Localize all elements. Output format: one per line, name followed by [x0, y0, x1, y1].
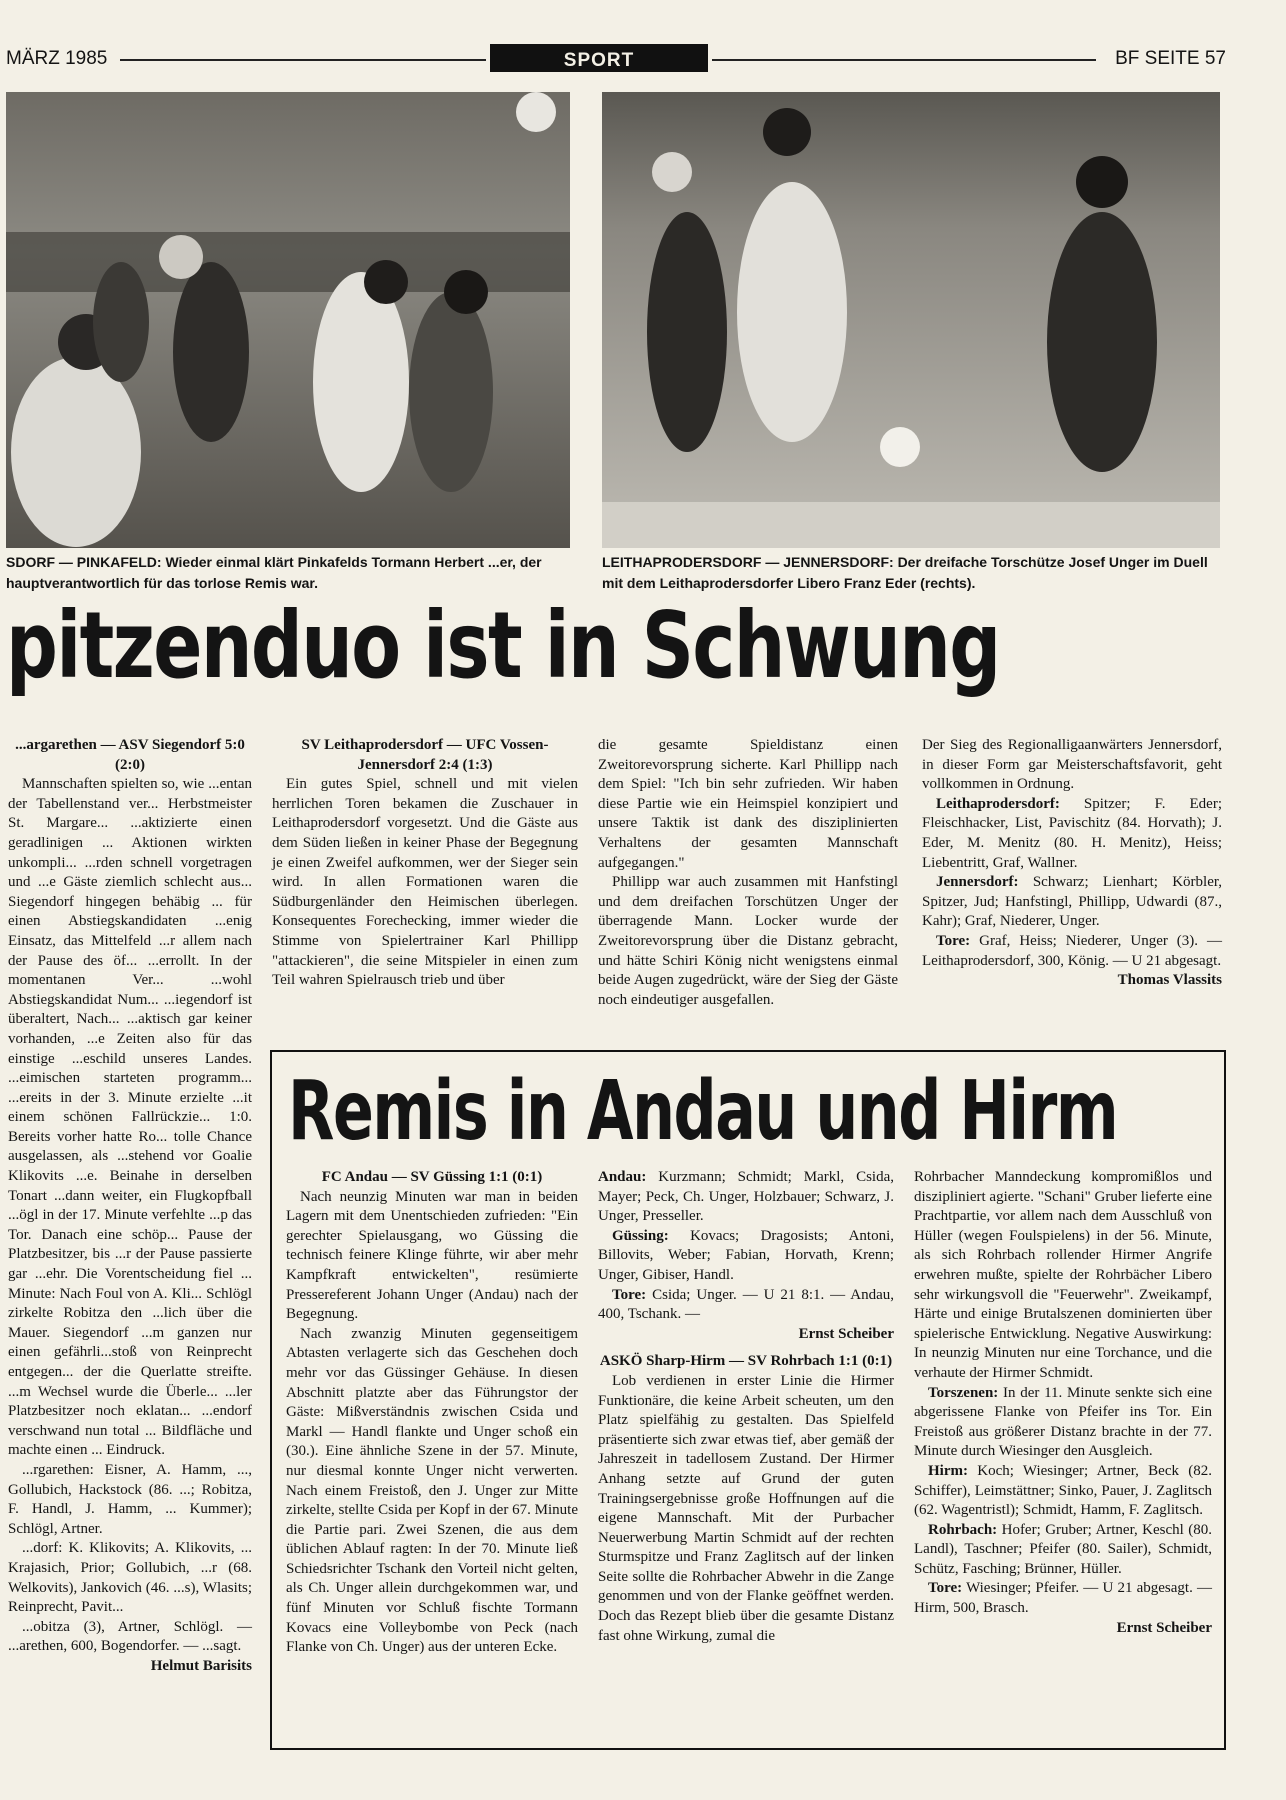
section-label-inline: Torszenen: [928, 1384, 999, 1401]
author: Thomas Vlassits [1117, 972, 1222, 989]
lineup-label: Hirm: [928, 1462, 968, 1479]
photo-left [6, 92, 570, 548]
goals: Csida; Unger. — U 21 8:1. — Andau, 400, Tschank. — [598, 1286, 895, 1323]
goals: Graf, Heiss; Niederer, Unger (3). — Leithaprodersdorf, 300, König. — U 21 abgesagt. [922, 932, 1223, 969]
article-text: Phillipp war auch zusammen mit Hanfstingl und dem dreifachen Torschützen Unger der überragende Mann. Locker wurde der Zweitorevorsprung über die Distanz gebracht, und hätte Schiri König nicht wenigstens einmal beide Augen zugedrückt, wäre der Sieg der Gäste noch eindeutiger ausgefallen. [598, 874, 898, 1008]
article-text: Mannschaften spielten so, wie ...entan der Tabellenstand ver... Herbstmeister St. Margare... ...aktizierte einen geradlinigen ... Aktionen wirkten unkompli... ...rden schnell vorgetragen und ...e Gäste ziemlich schlecht aus... Siegendorf hingegen behäbig ... für einen Abstiegskandidaten ...enig Einsatz, das Mittelfeld ...r allem nach der Pause des öf... ...errollt. In der momentanen Ver... ...wohl Abstiegskandidat Num... ...iegendorf ist überaltert, Nach... ...aktisch gar keiner vorhanden, ...e Zeiten also für das einstige ...eschild unseres Landes. ...eimischen starteten programm... ...ereits in der 3. Minute erzielte ...it einem schönen Fallrückzie... 1:0. Bereits vorher hatte Ro... tolle Chance ausgelassen, als ...stehend vor Goalie Klikovits ...e. Beinahe in derselben Tonart ...dann weiter, ein Flugkopfball ...ögl in der 17. Minute verfehlte ...p das Tor. Danach eine schöp... Pause der Platzbesitzer, bis ...r der Pause passierte gar ...ehr. Die Vorentscheidung fiel ... Minute: Nach Foul von A. Kli... Schlögl zirkelte Robitza den ...lich über die Mauer. Siegendorf ...m ganzen nur einen gefährli...stoß von Reinprecht entgegen... der die Querlatte streifte. ...m Wechsel wurde die Überle... ...ler Platzbesitzer noch eklatan... ...endorf verschwand nun total ... Bildfläche und machte einen ... Eindruck. [8, 776, 252, 1459]
story2-column-2 [598, 1168, 894, 1738]
match-title: ...argarethen — ASV Siegendorf 5:0 (2:0) [15, 737, 245, 773]
lineup: ...dorf: K. Klikovits; A. Klikovits, ... Krajasich, Prior; Gollubich, ...r (68. Welkovits), Jankovich (46. ...s), Wlasits; Reinprecht, Pavit... [8, 1540, 252, 1616]
article-text: Der Sieg des Regionalligaanwärters Jennersdorf, in dieser Form gar Meisterschaftsfavorit, geht vollkommen in Ordnung. [922, 737, 1222, 793]
issue-date: MÄRZ 1985 [6, 48, 108, 69]
lineup-label: Leithaprodersdorf: [936, 795, 1060, 812]
author: Ernst Scheiber [798, 1325, 894, 1342]
headline-story2: Remis in Andau und Hirm [288, 1064, 1118, 1159]
story1-column-3 [598, 736, 898, 1016]
author: Ernst Scheiber [1116, 1619, 1212, 1636]
goals: Wiesinger; Pfeifer. — U 21 abgesagt. — Hirm, 500, Brasch. [914, 1580, 1212, 1617]
lineup-label: Güssing: [612, 1227, 669, 1244]
photo-caption-left: SDORF — PINKAFELD: Wieder einmal klärt Pinkafelds Tormann Herbert ...er, der hauptverantwortlich für das torlose Remis war. [6, 554, 542, 591]
article-text: In der 11. Minute senkte sich eine abgerissene Flanke von Pfeifer ins Tor. Ein Freistoß aus größerer Distanz brachte in der 77. Minute durch Wiesinger den Ausgleich. [914, 1384, 1213, 1460]
lineup-label: Jennersdorf: [936, 874, 1019, 891]
headline-story1: pitzenduo ist in Schwung [6, 592, 1000, 699]
lineup: Kovacs; Dragosists; Antoni, Billovits, Weber; Fabian, Horvath, Krenn; Unger, Gibiser, Handl. [598, 1227, 895, 1283]
lineup: Spitzer; F. Eder; Fleischhacker, List, Pavischitz (84. Horvath); J. Eder, M. Menitz (80. H. Menitz), Heiss; Liebentritt, Graf, Wallner. [922, 795, 1223, 871]
lineup-label: Andau: [598, 1169, 647, 1185]
article-text: Rohrbacher Manndeckung kompromißlos und diszipliniert agierte. "Schani" Gruber lieferte eine Prachtpartie, vor allem nach dem Ausschluß von Hüller (wegen Foulspielens) in der 56. Minute, als sich Rohrbach rollender Hirmer Angrife erwehren mußte, spielte der Rohrbächer Libero sehr wirkungsvoll die "Feuerwehr". Zweikampf, Härte und einige Brutalszenen dominierten über spielerische Entwicklung. Negative Auswirkung: In neunzig Minuten nur eine Torchance, und die verhaute der Hirmer Schmidt. [914, 1169, 1212, 1381]
lineup: ...rgarethen: Eisner, A. Hamm, ..., Gollubich, Hackstock (86. ...; Robitza, F. Handl, J. Hamm, ... Kummer); Schlögl, Artner. [8, 1461, 252, 1537]
article-text: Nach neunzig Minuten war man in beiden Lagern mit dem Unentschieden zufrieden: "Ein gerechter Spielausgang, wo Güssing die technisch feinere Klinge führte, wir aber mehr Kampfkraft entwickelten", resümierte Pressereferent Johann Unger (Andau) nach der Begegnung. [286, 1188, 578, 1323]
author: Helmut Barisits [150, 1657, 252, 1674]
story1-column-4 [922, 736, 1222, 1016]
lineup: Kurzmann; Schmidt; Markl, Csida, Mayer; Peck, Ch. Unger, Holzbauer; Schwarz, J. Unger, Presseller. [598, 1169, 894, 1225]
lineup-label: Rohrbach: [928, 1521, 998, 1538]
story2-column-3 [914, 1168, 1212, 1738]
story2-column-1 [286, 1168, 578, 1738]
article-text: die gesamte Spieldistanz einen Zweitorevorsprung sicherte. Karl Phillipp nach dem Spiel: "Ich bin sehr zufrieden. Wir haben diese Partie wie ein Heimspiel konzipiert und unsere Taktik ist dank des disziplinierten Verhaltens der gesamten Mannschaft aufgegangen." [598, 737, 898, 871]
section-label: SPORT [490, 44, 708, 72]
story1-column-1 [8, 736, 252, 1736]
header-rule [120, 59, 486, 61]
goals-label: Tore: [612, 1286, 647, 1303]
article-text: Lob verdienen in erster Linie die Hirmer Funktionäre, die keine Arbeit scheuten, um den Platz spielfähig zu gestalten. Das Spielfeld präsentierte sich zwar etwas tief, aber gemäß der Jahreszeit in tadellosem Zustand. Der Hirmer Anhang setzte auf Grund der guten Trainingsergebnisse große Hoffnungen auf die eigene Mannschaft. Mit der Purbacher Neuerwerbung Martin Schmidt auf der rechten Sturmspitze und Franz Zaglitsch auf der linken Seite sollte die Rohrbacher Abwehr in die Zange genommen und von der Flanke geöffnet werden. Doch das Rezept blieb über die gesamte Distanz fast ohne Wirkung, zumal die [598, 1372, 894, 1644]
header-rule [712, 59, 1096, 61]
article-text: Nach zwanzig Minuten gegenseitigem Abtasten verlagerte sich das Geschehen doch mehr vor das Güssinger Gehäuse. In diesen Abschnitt platzte aber das Führungstor der Gäste: Mißverständnis zwischen Csida und Markl — Handl flankte und Unger schoß ein (30.). Eine ähnliche Szene in der 57. Minute, nur diesmal konnte Unger nicht verwerten. Nach einem Freistoß, den J. Unger zur Mitte zirkelte, stellte Csida per Kopf in der 67. Minute die Partie pari. Zwei Szenen, die aus dem üblichen Ablauf ragten: In der 70. Minute ließ Schiedsrichter Tschank den Vorteil nicht gelten, als Ch. Unger allein durchgekommen war, und fünf Minuten vor Schluß fischte Tormann Kovacs eine Volleybombe von Peck (nach Flanke von Ch. Unger) aus der unteren Ecke. [286, 1325, 578, 1656]
lineup: Schwarz; Lienhart; Körbler, Spitzer, Jud; Hanfstingl, Phillipp, Udwardi (87., Kahr); Graf, Niederer, Unger. [922, 874, 1223, 930]
match-title: SV Leithaprodersdorf — UFC Vossen-Jennersdorf 2:4 (1:3) [301, 737, 549, 773]
match-title: FC Andau — SV Güssing 1:1 (0:1) [321, 1169, 543, 1185]
photo-right [602, 92, 1220, 548]
article-text: Ein gutes Spiel, schnell und mit vielen herrlichen Toren bekamen die Zuschauer in Leithaprodersdorf vorgesetzt. Und die Gäste aus dem Süden ließen in keiner Phase der Begegnung je einen Zweifel aufkommen, wer der Sieger sein wird. In allen Formationen waren die Südburgenländer den Heimischen überlegen. Konsequentes Forechecking, immer wieder die Stimme von Spielertrainer Karl Phillipp "attackieren", die seine Mitspieler in einen zum Teil wahren Spielrausch trieb und über [272, 776, 578, 989]
story2-box [270, 1050, 1226, 1750]
football-scene-image [6, 92, 570, 548]
photo-caption-right: LEITHAPRODERSDORF — JENNERSDORF: Der dreifache Torschütze Josef Unger im Duell mit dem Leithaprodersdorfer Libero Franz Eder (rechts). [602, 554, 1208, 591]
match-title: ASKÖ Sharp-Hirm — SV Rohrbach 1:1 (0:1) [599, 1353, 893, 1370]
goals-label: Tore: [928, 1580, 963, 1597]
lineup: Hofer; Gruber; Artner, Keschl (80. Landl), Taschner; Pfeifer (80. Sailer), Schmidt, Schütz, Fasching; Brünner, Hüller. [914, 1521, 1212, 1577]
page-header [0, 44, 1240, 74]
lineup: Koch; Wiesinger; Artner, Beck (82. Schiffer), Leimstättner; Sinko, Pauer, J. Zaglitsch (62. Wagentristl); Schmidt, Hamm, F. Zaglitsch. [914, 1462, 1212, 1519]
goals-label: Tore: [936, 932, 971, 949]
football-scene-image [602, 92, 1220, 548]
goals: ...obitza (3), Artner, Schlögl. — ...arethen, 600, Bogendorfer. — ...sagt. [8, 1618, 252, 1655]
page-number: BF SEITE 57 [1115, 48, 1226, 69]
story1-column-2 [272, 736, 578, 1016]
